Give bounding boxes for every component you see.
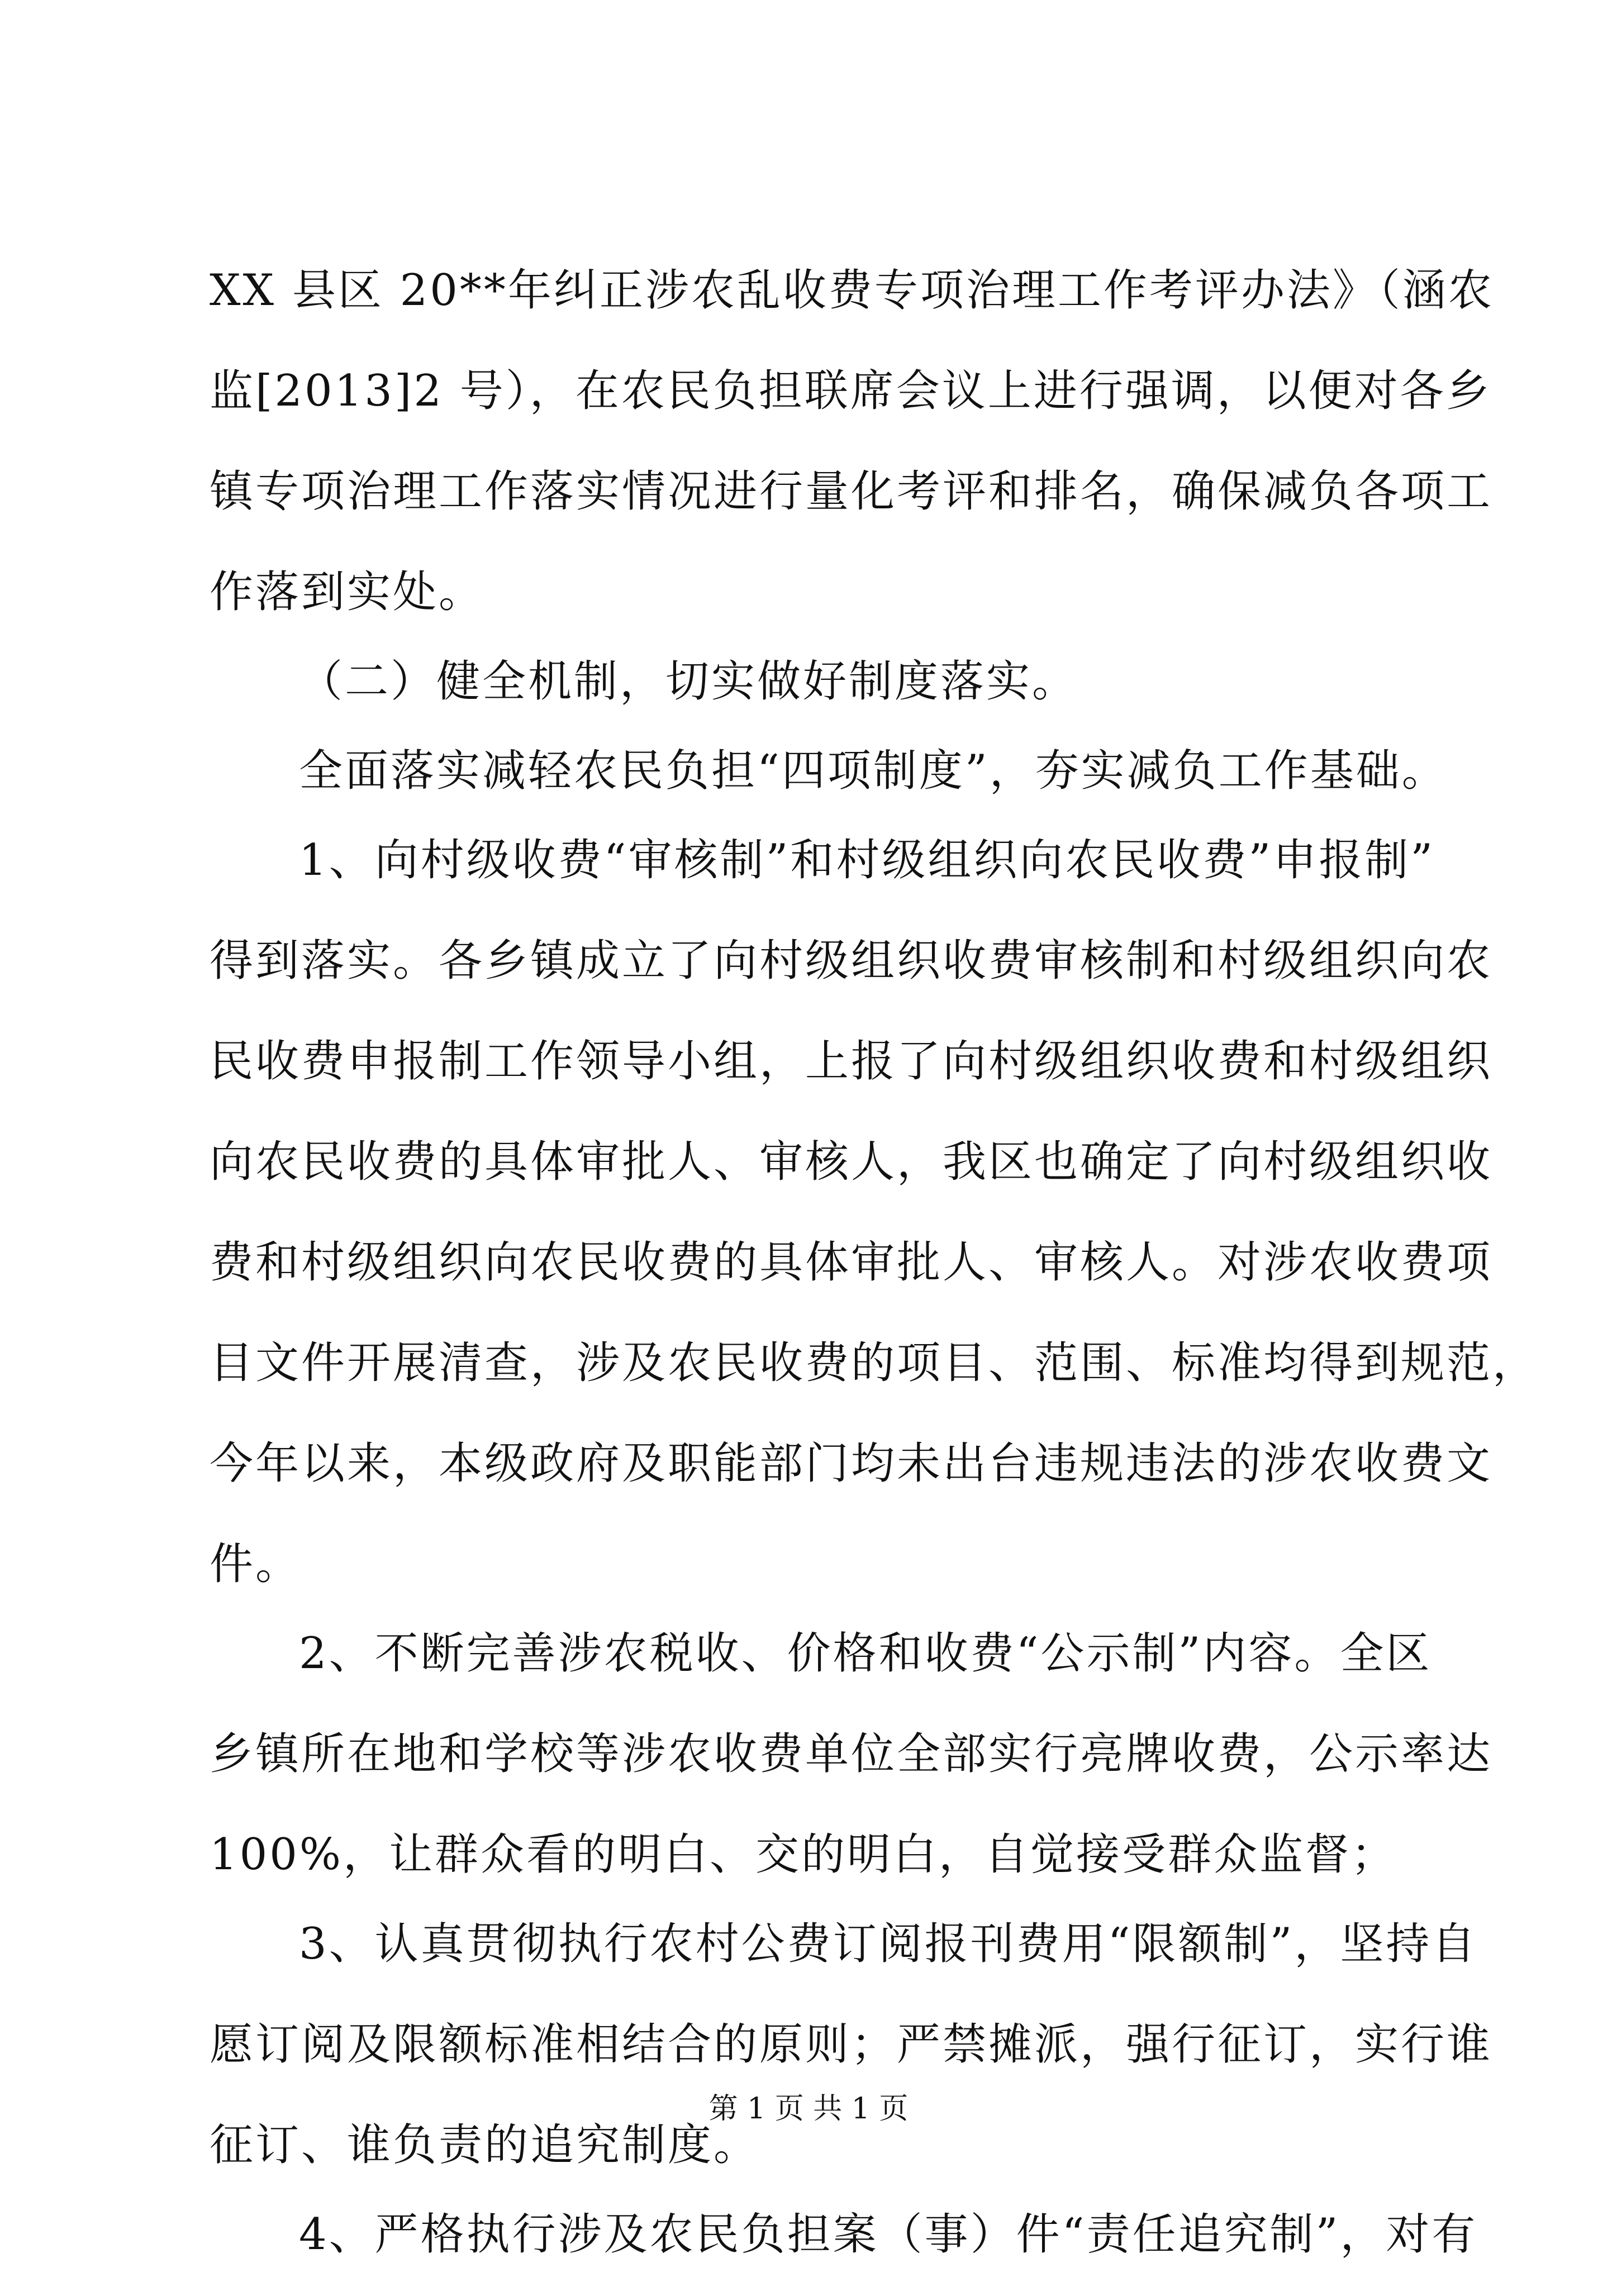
- paragraph-item-4: [210, 2207, 1478, 2262]
- text-line: 100%，让群众看的明白、交的明白，自觉接受群众监督；: [210, 1830, 1397, 1880]
- text-line: 镇专项治理工作落实情况进行量化考评和排名，确保减负各项工: [210, 466, 1493, 517]
- text-line: 1、向村级收费“审核制”和村级组织向农民收费”申报制”: [299, 835, 1435, 885]
- paragraph-item-2: [210, 1626, 1493, 1883]
- text-line: XX 县区 20**年纠正涉农乱收费专项治理工作考评办法》（涵农: [210, 265, 1494, 316]
- text-line: 向农民收费的具体审批人、审核人，我区也确定了向村级组织收: [210, 1137, 1493, 1187]
- text-line: 作落到实处。: [210, 567, 485, 617]
- paragraph-1: [210, 263, 1494, 620]
- text-line: 4、严格执行涉及农民负担案（事）件“责任追究制”，对有: [299, 2209, 1478, 2260]
- text-line: 目文件开展清查，涉及农民收费的项目、范围、标准均得到规范，: [210, 1338, 1539, 1388]
- paragraph-item-3: [210, 1916, 1493, 2173]
- text-line: 征订、谁负责的追究制度。: [210, 2120, 760, 2170]
- text-line: 2、不断完善涉农税收、价格和收费“公示制”内容。全区: [299, 1628, 1432, 1679]
- paragraph-intro: [210, 743, 1448, 799]
- text-line: 3、认真贯彻执行农村公费订阅报刊费用“限额制”，坚持自: [299, 1919, 1478, 1969]
- text-line: 监[2013]2 号），在农民负担联席会议上进行强调，以便对各乡: [210, 366, 1492, 416]
- section-heading: [210, 654, 1411, 709]
- document-body: [210, 263, 1539, 2296]
- text-line: 全面落实减轻农民负担“四项制度”，夯实减负工作基础。: [299, 746, 1448, 796]
- paragraph-item-1: [210, 832, 1539, 1592]
- text-line: 件。: [210, 1539, 302, 1589]
- text-line: 费和村级组织向农民收费的具体审批人、审核人。对涉农收费项: [210, 1237, 1493, 1288]
- text-line: （二）健全机制，切实做好制度落实。: [299, 656, 1078, 707]
- text-line: 民收费申报制工作领导小组，上报了向村级组织收费和村级组织: [210, 1036, 1493, 1087]
- text-line: 乡镇所在地和学校等涉农收费单位全部实行亮牌收费，公示率达: [210, 1729, 1493, 1779]
- text-line: 今年以来，本级政府及职能部门均未出台违规违法的涉农收费文: [210, 1438, 1493, 1489]
- text-line: 愿订阅及限额标准相结合的原则；严禁摊派，强行征订，实行谁: [210, 2019, 1493, 2070]
- text-line: 得到落实。各乡镇成立了向村级组织收费审核制和村级组织向农: [210, 936, 1493, 986]
- page-number-footer: 第 1 页 共 1 页: [708, 2092, 909, 2126]
